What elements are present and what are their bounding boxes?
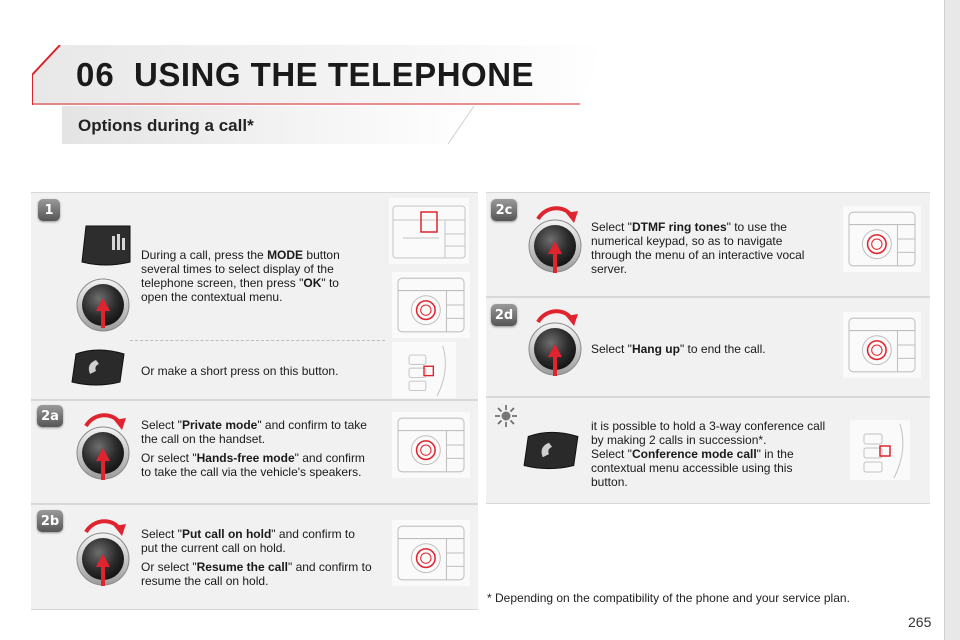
console-diagram-1 — [392, 272, 470, 338]
mode-button-icon — [76, 222, 134, 270]
section-subtitle: Options during a call* — [78, 116, 254, 135]
ok-knob-icon — [76, 278, 130, 332]
step-badge-2c: 2c — [491, 199, 517, 221]
step-badge-1: 1 — [38, 199, 60, 221]
rotate-knob-icon-2d — [528, 306, 582, 376]
steering-wheel-diagram-1 — [392, 342, 456, 398]
page-title: USING THE TELEPHONE — [134, 56, 535, 93]
step-2c-text: Select "DTMF ring tones" to use the numerical keypad, so as to navigate through the menu of an interactive vocal server. — [591, 220, 805, 276]
step-badge-2d: 2d — [491, 304, 517, 326]
console-diagram-2c — [843, 206, 921, 272]
step-2a-text: Select "Private mode" and confirm to take the call on the handset. Or select "Hands-free mode" and confirm to take the call via the vehicle's speakers. — [141, 418, 367, 479]
console-diagram-2d — [843, 312, 921, 378]
page-edge-tab — [944, 0, 960, 640]
step-badge-2b: 2b — [37, 510, 63, 532]
tip-text: it is possible to hold a 3-way conference call by making 2 calls in succession*. Select "Conference mode call" in the contextual menu accessible using this button. — [591, 419, 826, 489]
step-1-short-press-text: Or make a short press on this button. — [141, 364, 339, 378]
step-2d-text: Select "Hang up" to end the call. — [591, 342, 766, 356]
mode-button-diagram — [389, 198, 469, 264]
footnote: * Depending on the compatibility of the phone and your service plan. — [487, 591, 850, 605]
chapter-number: 06 — [76, 56, 115, 93]
console-diagram-2b — [392, 520, 470, 586]
rotate-knob-icon-2a — [76, 410, 130, 480]
rotate-knob-icon-2c — [528, 203, 582, 273]
conference-phone-button-icon — [520, 430, 582, 472]
tip-sun-icon — [494, 404, 518, 428]
page-number: 265 — [908, 614, 932, 630]
step-1-text: During a call, press the MODE button several times to select display of the telephone screen, then press "OK" to open the contextual menu. — [141, 248, 340, 304]
step-badge-2a: 2a — [37, 405, 63, 427]
console-diagram-2a — [392, 412, 470, 478]
rotate-knob-icon-2b — [76, 516, 130, 586]
steering-wheel-diagram-tip — [850, 420, 910, 480]
phone-button-icon — [68, 348, 128, 388]
step-2b-text: Select "Put call on hold" and confirm to put the current call on hold. Or select "Resume the call" and confirm to resume the call on hold. — [141, 527, 372, 588]
divider — [130, 340, 385, 341]
